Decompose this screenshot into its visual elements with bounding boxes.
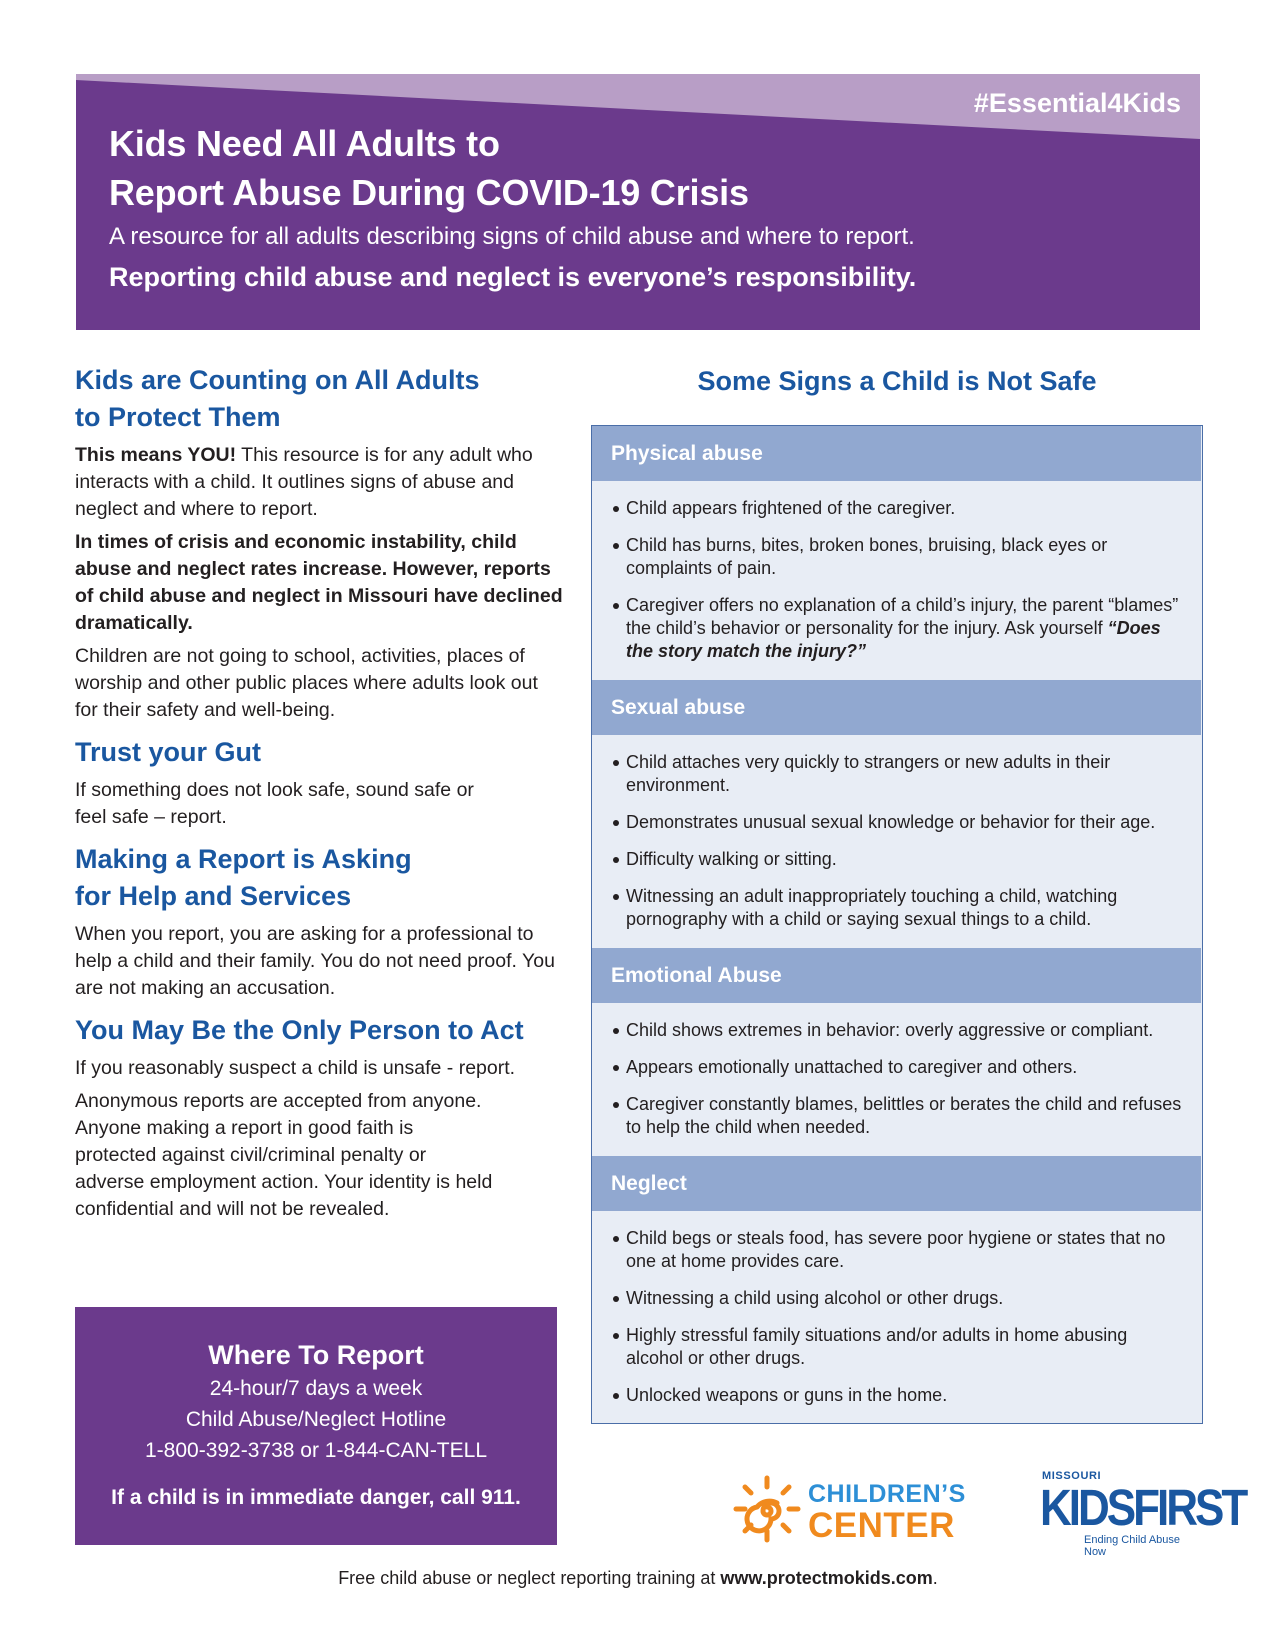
bullet-icon xyxy=(613,760,619,766)
bullet-icon xyxy=(613,1296,619,1302)
report-hotline-name: Child Abuse/Neglect Hotline xyxy=(185,1408,447,1431)
list-item xyxy=(611,1227,1189,1273)
signs-box xyxy=(591,425,1203,1424)
footer-link[interactable]: www.protectmokids.com xyxy=(720,1568,933,1588)
bullet-icon xyxy=(613,1236,619,1242)
kidsfirst-logo xyxy=(1040,1470,1246,1558)
heading-only-person: You May Be the Only Person to Act xyxy=(75,1015,524,1045)
ask-quote: “Does the story match the injury?” xyxy=(626,618,1161,661)
footer-text: Free child abuse or neglect reporting training at xyxy=(338,1568,721,1588)
gut-line-1: If something does not look safe, sound safe or xyxy=(75,779,474,801)
heading-making-report-line-1: Making a Report is Asking xyxy=(75,844,412,874)
item-text: Difficulty walking or sitting. xyxy=(626,849,837,869)
left-column xyxy=(75,362,565,1223)
list-item xyxy=(611,1384,1189,1407)
report-emergency xyxy=(75,1484,557,1512)
anon-line-1: Anonymous reports are accepted from anyone. xyxy=(75,1090,482,1112)
item-text: Caregiver constantly blames, belittles or berates the child and refuses to help the child when needed. xyxy=(626,1094,1182,1137)
bullet-icon xyxy=(613,894,619,900)
kidsfirst-name: KIDSFIRST xyxy=(1040,1480,1246,1537)
signs-title: Some Signs a Child is Not Safe xyxy=(697,366,1097,396)
physical-abuse-list xyxy=(611,497,1189,677)
category-sexual-abuse: Sexual abuse xyxy=(592,680,1201,735)
list-item xyxy=(611,594,1189,663)
paragraph-this-means-you xyxy=(75,442,565,523)
tagline: Reporting child abuse and neglect is everyone’s responsibility. xyxy=(109,262,917,292)
paragraph-children: Children are not going to school, activities, places of worship and other public places where adults look out for their safety and well-being. xyxy=(75,645,538,721)
sun-icon xyxy=(732,1474,802,1544)
where-to-report-box xyxy=(75,1307,557,1545)
item-text: Highly stressful family situations and/or adults in home abusing alcohol or other drugs. xyxy=(626,1325,1128,1368)
paragraph-help: When you report, you are asking for a professional to help a child and their family. You do not need proof. You are not making an accusation. xyxy=(75,923,555,999)
report-call-911[interactable]: call 911. xyxy=(440,1486,521,1509)
heading-making-report-line-2: for Help and Services xyxy=(75,881,352,911)
childrens-center-line-2: CENTER xyxy=(808,1506,955,1545)
bullet-icon xyxy=(613,1028,619,1034)
hashtag: #Essential4Kids xyxy=(973,88,1181,118)
bullet-icon xyxy=(613,603,619,609)
report-danger-text: If a child is in immediate danger, xyxy=(111,1486,441,1509)
bullet-icon xyxy=(613,857,619,863)
list-item xyxy=(611,1056,1189,1079)
item-text: Witnessing a child using alcohol or other drugs. xyxy=(626,1288,1004,1308)
footer-end: . xyxy=(932,1568,938,1588)
list-item xyxy=(611,885,1189,931)
bullet-icon xyxy=(613,543,619,549)
item-text: Child shows extremes in behavior: overly aggressive or compliant. xyxy=(626,1020,1154,1040)
heading-counting-line-1: Kids are Counting on All Adults xyxy=(75,365,480,395)
list-item xyxy=(611,1093,1189,1139)
item-text: Witnessing an adult inappropriately touching a child, watching pornography with a child or saying sexual things to a child. xyxy=(626,886,1118,929)
list-item xyxy=(611,1019,1189,1042)
list-item xyxy=(611,497,1189,520)
neglect-list xyxy=(611,1227,1189,1421)
category-physical-abuse: Physical abuse xyxy=(592,426,1201,481)
item-text: Child begs or steals food, has severe poor hygiene or states that no one at home provides care. xyxy=(626,1228,1166,1271)
anon-line-5: confidential and will not be revealed. xyxy=(75,1198,390,1220)
bullet-icon xyxy=(613,1393,619,1399)
title-line-1: Kids Need All Adults to xyxy=(109,123,500,164)
list-item xyxy=(611,848,1189,871)
gut-line-2: feel safe – report. xyxy=(75,806,227,828)
bullet-icon xyxy=(613,1333,619,1339)
list-item xyxy=(611,1324,1189,1370)
item-text: Appears emotionally unattached to caregiver and others. xyxy=(626,1057,1078,1077)
list-item xyxy=(611,811,1189,834)
category-neglect: Neglect xyxy=(592,1156,1201,1211)
list-item xyxy=(611,1287,1189,1310)
item-text: Child attaches very quickly to strangers or new adults in their environment. xyxy=(626,752,1111,795)
paragraph-1-rest: This resource is for any adult who interacts with a child. It outlines signs of abuse and neglect and where to report. xyxy=(75,444,533,520)
paragraph-anonymous xyxy=(75,1088,565,1223)
anon-line-3: protected against civil/criminal penalty or xyxy=(75,1144,427,1166)
report-hours: 24-hour/7 days a week xyxy=(209,1377,423,1400)
page-title xyxy=(109,119,749,217)
header-banner xyxy=(76,74,1200,330)
childrens-center-logo xyxy=(732,1470,966,1550)
anon-line-2: Anyone making a report in good faith is xyxy=(75,1117,414,1139)
childrens-center-line-1: CHILDREN’S xyxy=(808,1480,966,1508)
item-text: Caregiver offers no explanation of a child’s injury, the parent “blames” the child’s behavior or personality for the injury. Ask yourself xyxy=(626,595,1179,638)
item-text: Unlocked weapons or guns in the home. xyxy=(626,1385,948,1405)
report-phone-numbers[interactable]: 1-800-392-3738 or 1-844-CAN-TELL xyxy=(144,1439,488,1462)
title-line-2: Report Abuse During COVID-19 Crisis xyxy=(109,172,749,213)
list-item xyxy=(611,534,1189,580)
paragraph-suspect: If you reasonably suspect a child is unsafe - report. xyxy=(75,1057,516,1079)
report-title: Where To Report xyxy=(208,1340,424,1370)
heading-making-report xyxy=(75,841,565,915)
paragraph-crisis: In times of crisis and economic instability, child abuse and neglect rates increase. However, reports of child abuse and neglect in Missouri have declined dramatically. xyxy=(75,531,563,634)
anon-line-4: adverse employment action. Your identity is held xyxy=(75,1171,493,1193)
emotional-abuse-list xyxy=(611,1019,1189,1153)
subtitle: A resource for all adults describing signs of child abuse and where to report. xyxy=(109,223,915,250)
kidsfirst-state: MISSOURI xyxy=(1042,1470,1102,1482)
list-item xyxy=(611,751,1189,797)
bullet-icon xyxy=(613,1102,619,1108)
bullet-icon xyxy=(613,820,619,826)
kidsfirst-tagline: Ending Child Abuse Now xyxy=(1084,1534,1181,1558)
paragraph-gut xyxy=(75,777,565,831)
sexual-abuse-list xyxy=(611,751,1189,945)
category-emotional-abuse: Emotional Abuse xyxy=(592,948,1201,1003)
heading-counting xyxy=(75,362,565,436)
footer xyxy=(0,1566,1276,1590)
this-means-you: This means YOU! xyxy=(75,444,237,466)
heading-counting-line-2: to Protect Them xyxy=(75,402,281,432)
bullet-icon xyxy=(613,1065,619,1071)
item-text: Demonstrates unusual sexual knowledge or behavior for their age. xyxy=(626,812,1156,832)
item-text: Child has burns, bites, broken bones, bruising, black eyes or complaints of pain. xyxy=(626,535,1108,578)
heading-trust-gut: Trust your Gut xyxy=(75,737,262,767)
bullet-icon xyxy=(613,506,619,512)
item-text: Child appears frightened of the caregiver. xyxy=(626,498,956,518)
